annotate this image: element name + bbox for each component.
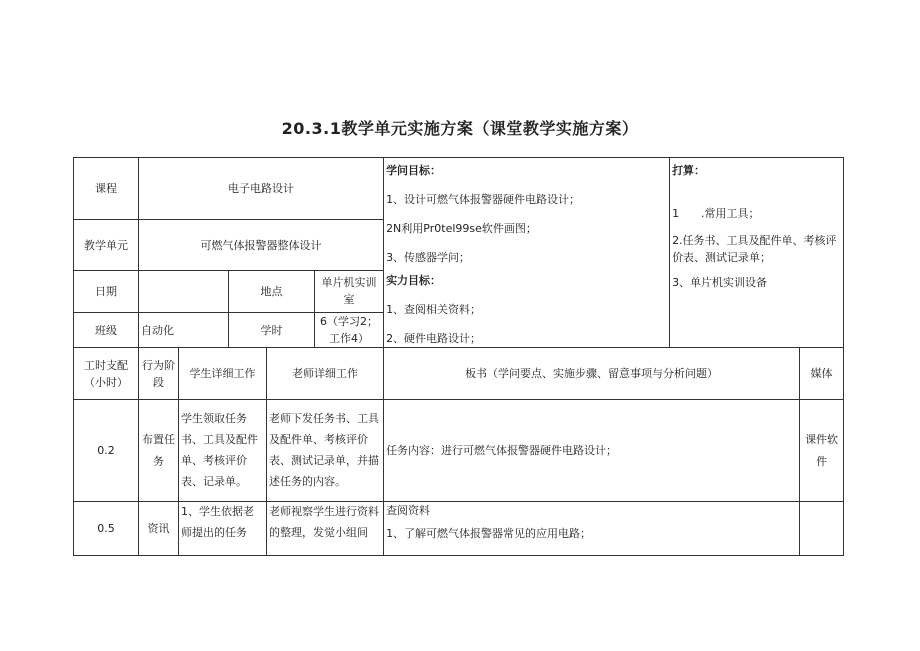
row-teacher-work: 老师下发任务书、工具及配件单、考核评价表、测试记录单，并描述任务的内容。: [267, 400, 384, 502]
lesson-plan-table: [73, 157, 844, 556]
preparation-item: 1 .常用工具；: [672, 207, 760, 221]
knowledge-goals-heading: 学问目标：: [386, 164, 442, 177]
column-header-board: 板书（学问要点、实施步骤、留意事项与分析问题）: [384, 348, 800, 400]
board-line: 1、了解可燃气体报警器常见的应用电路；: [386, 527, 592, 541]
row-stage: 布置任务: [139, 400, 179, 502]
hours-value: 6（学习2；工作4）: [315, 312, 384, 347]
hours-label: 学时: [229, 312, 315, 347]
course-value: 电子电路设计: [139, 158, 384, 220]
row-board: [384, 502, 800, 556]
row-media: [800, 502, 844, 556]
date-value: [139, 270, 229, 312]
preparation-item: 2.任务书、工具及配件单、考核评价表、测试记录单；: [672, 234, 837, 265]
learning-goals-cell: [384, 158, 670, 348]
ability-goal-item: 2、硬件电路设计；: [386, 332, 482, 346]
row-media: 课件软件: [800, 400, 844, 502]
knowledge-goal-item: 1、设计可燃气体报警器硬件电路设计；: [386, 193, 581, 207]
unit-label: 教学单元: [74, 220, 139, 270]
column-header-media: 媒体: [800, 348, 844, 400]
row-stage: 资讯: [139, 502, 179, 556]
row-student-work: 学生领取任务书、工具及配件单、考核评价表、记录单。: [179, 400, 267, 502]
place-value: 单片机实训室: [315, 270, 384, 312]
row-student-work: 1、学生依据老师提出的任务: [179, 502, 267, 556]
preparation-item: 3、单片机实训设备: [672, 276, 768, 290]
column-header-hours: 工时支配（小时）: [74, 348, 139, 400]
knowledge-goal-item: 2N利用Pr0tel99se软件画图；: [386, 222, 537, 236]
row-hours: 0.5: [74, 502, 139, 556]
course-label: 课程: [74, 158, 139, 220]
column-header-student: 学生详细工作: [179, 348, 267, 400]
knowledge-goal-item: 3、传感器学问；: [386, 251, 471, 265]
ability-goals-heading: 实力目标：: [386, 274, 442, 288]
preparation-cell: [670, 158, 844, 348]
ability-goal-item: 1、查阅相关资料；: [386, 303, 482, 317]
class-value: 自动化: [139, 312, 229, 347]
column-header-teacher: 老师详细工作: [267, 348, 384, 400]
date-label: 日期: [74, 270, 139, 312]
class-label: 班级: [74, 312, 139, 347]
row-hours: 0.2: [74, 400, 139, 502]
board-line: 查阅资料: [386, 504, 431, 518]
unit-value: 可燃气体报警器整体设计: [139, 220, 384, 270]
row-board: 任务内容：进行可燃气体报警器硬件电路设计；: [384, 400, 800, 502]
row-teacher-work: 老师视察学生进行资料的整理，发觉小组间: [267, 502, 384, 556]
place-label: 地点: [229, 270, 315, 312]
document-title: 20.3.1教学单元实施方案（课堂教学实施方案）: [281, 119, 639, 138]
preparation-heading: 打算：: [672, 164, 706, 177]
column-header-stage: 行为阶段: [139, 348, 179, 400]
